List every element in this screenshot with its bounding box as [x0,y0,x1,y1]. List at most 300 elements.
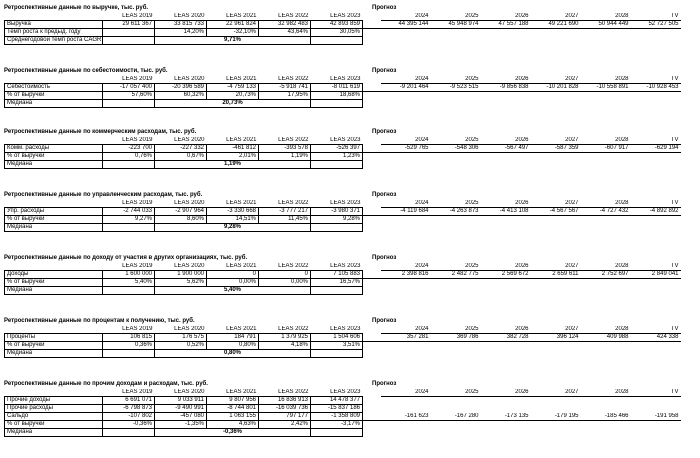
empty-cell [631,342,681,350]
forecast-value-cell[interactable]: -548 306 [431,145,481,153]
retro-value-cell[interactable]: 14,51% [207,216,259,224]
retro-value-cell[interactable]: -1 358 809 [311,413,363,421]
gap-cell [363,397,381,405]
year-header: LEAS 2020 [155,76,207,84]
forecast-year-header: 2026 [481,326,531,334]
forecast-value-cell[interactable]: -9 856 838 [481,84,531,92]
retro-value-cell[interactable]: -4 759 133 [207,84,259,92]
year-header: LEAS 2023 [311,200,363,208]
gap-cell [363,263,381,271]
retro-value-cell[interactable]: 11,45% [259,216,311,224]
row-label[interactable]: Комм. расходы [5,145,103,153]
forecast-value-cell[interactable]: 44 395 144 [381,21,431,29]
gap-cell [363,137,381,145]
retro-value-cell[interactable]: 57,60% [103,92,155,100]
retro-value-cell[interactable]: -223 700 [103,145,155,153]
retro-value-cell[interactable]: 3,51% [311,342,363,350]
empty-cell [531,216,581,224]
data-table [4,326,700,358]
forecast-value-cell[interactable]: 52 727 505 [631,21,681,29]
year-header: LEAS 2019 [103,137,155,145]
retro-value-cell[interactable]: 20,73% [207,92,259,100]
year-header: LEAS 2022 [259,200,311,208]
empty-cell [481,29,531,37]
forecast-value-cell[interactable]: -529 765 [381,145,431,153]
year-header: LEAS 2020 [155,13,207,21]
row-label[interactable]: Выручка [5,21,103,29]
retro-value-cell[interactable]: -1,35% [155,421,207,429]
forecast-value-cell[interactable]: -191 958 [631,413,681,421]
row-label[interactable]: Проценты [5,334,103,342]
summary-label[interactable]: Медиана [5,287,103,295]
gap-cell [363,92,381,100]
summary-value[interactable]: 20,73% [155,100,311,108]
summary-blank [103,287,155,295]
year-header-blank [5,76,103,84]
retro-value-cell[interactable]: -3,17% [311,421,363,429]
empty-cell [631,92,681,100]
summary-blank [311,287,363,295]
year-header: LEAS 2021 [207,76,259,84]
retro-value-cell[interactable]: -6 798 873 [103,405,155,413]
retro-value-cell[interactable]: 0,76% [103,153,155,161]
empty-cell [431,153,481,161]
table-row [5,413,700,421]
year-header: LEAS 2022 [259,389,311,397]
retro-value-cell[interactable]: 0,80% [207,342,259,350]
retro-value-cell[interactable]: 0 [207,271,259,279]
year-header: LEAS 2023 [311,13,363,21]
year-header-blank [5,200,103,208]
retro-value-cell[interactable]: 22 961 824 [207,21,259,29]
retro-value-cell[interactable]: 797 177 [259,413,311,421]
retro-value-cell[interactable]: -461 812 [207,145,259,153]
retro-value-cell[interactable]: -526 397 [311,145,363,153]
year-header: LEAS 2022 [259,137,311,145]
forecast-value-cell[interactable]: 2 752 697 [581,271,631,279]
forecast-label: Прогноз [372,129,397,135]
forecast-value-cell[interactable]: -607 917 [581,145,631,153]
retro-value-cell[interactable]: 6 691 071 [103,397,155,405]
forecast-value-cell[interactable]: 2 659 611 [531,271,581,279]
summary-label[interactable]: Медиана [5,224,103,232]
table-row [5,279,700,287]
gap-cell [363,216,381,224]
table-row [5,271,700,279]
retro-value-cell[interactable]: 33 815 733 [155,21,207,29]
year-header: LEAS 2021 [207,137,259,145]
retro-value-cell[interactable]: 17,95% [259,92,311,100]
forecast-year-header: TV [631,389,681,397]
row-label[interactable]: % от выручки [5,92,103,100]
forecast-value-cell[interactable]: -161 623 [381,413,431,421]
forecast-year-header: 2028 [581,137,631,145]
summary-value[interactable]: -0,36% [155,429,311,437]
retro-value-cell[interactable]: 1 900 000 [155,271,207,279]
summary-row [5,224,700,232]
empty-cell [431,92,481,100]
year-header-row [5,76,700,84]
empty-cell [481,153,531,161]
row-label[interactable]: % от выручки [5,421,103,429]
forecast-value-cell[interactable]: -4 263 873 [431,208,481,216]
forecast-year-header: TV [631,263,681,271]
empty-cell [631,279,681,287]
row-label[interactable]: Упр. расходы [5,208,103,216]
forecast-value-cell[interactable]: -567 497 [481,145,531,153]
table-row [5,421,700,429]
summary-label[interactable]: Медиана [5,350,103,358]
year-header: LEAS 2022 [259,326,311,334]
retro-value-cell[interactable]: 5,40% [103,279,155,287]
forecast-value-cell[interactable]: 2 849 041 [631,271,681,279]
retro-value-cell[interactable]: 9,28% [311,216,363,224]
empty-cell [431,405,481,413]
forecast-year-header: 2025 [431,389,481,397]
retro-value-cell[interactable]: 0 [259,271,311,279]
retro-value-cell[interactable]: 1 600 000 [103,271,155,279]
forecast-year-header: 2026 [481,76,531,84]
retro-value-cell[interactable]: 9,27% [103,216,155,224]
section-header [4,190,696,200]
retro-value-cell[interactable]: 8,60% [155,216,207,224]
forecast-value-cell[interactable]: -587 359 [531,145,581,153]
data-table [4,13,700,45]
forecast-value-cell[interactable]: 357 281 [381,334,431,342]
section [4,127,696,169]
year-header: LEAS 2021 [207,263,259,271]
forecast-label: Прогноз [372,5,397,11]
summary-blank [311,224,363,232]
empty-cell [581,216,631,224]
data-table [4,389,700,437]
forecast-year-header: 2025 [431,200,481,208]
retro-value-cell[interactable]: -20 396 589 [155,84,207,92]
row-label[interactable]: % от выручки [5,216,103,224]
section-header [4,127,696,137]
empty-cell [381,29,431,37]
retro-value-cell[interactable]: 1 379 925 [259,334,311,342]
retro-value-cell[interactable]: 18,68% [311,92,363,100]
forecast-value-cell[interactable]: 2 398 816 [381,271,431,279]
section-header [4,253,696,263]
retro-value-cell[interactable]: -9 490 991 [155,405,207,413]
retro-value-cell[interactable]: -3 777 217 [259,208,311,216]
forecast-year-header: 2027 [531,200,581,208]
summary-value[interactable]: 1,19% [155,161,311,169]
retro-value-cell[interactable]: -0,36% [103,421,155,429]
empty-cell [531,405,581,413]
year-header: LEAS 2022 [259,76,311,84]
empty-cell [631,405,681,413]
retro-value-cell[interactable]: 4,63% [207,421,259,429]
retro-value-cell[interactable]: -32,10% [207,29,259,37]
retro-value-cell[interactable]: 30,05% [311,29,363,37]
retro-value-cell[interactable] [103,29,155,37]
retro-value-cell[interactable]: 0,00% [259,279,311,287]
gap-cell [363,13,381,21]
summary-value[interactable]: 5,40% [155,287,311,295]
year-header: LEAS 2021 [207,13,259,21]
summary-label[interactable]: Медиана [5,100,103,108]
forecast-year-header: 2026 [481,263,531,271]
forecast-value-cell[interactable]: -629 194 [631,145,681,153]
empty-cell [381,421,431,429]
summary-blank [103,224,155,232]
summary-blank [103,161,155,169]
empty-cell [581,153,631,161]
table-row [5,216,700,224]
row-label[interactable]: Доходы [5,271,103,279]
year-header: LEAS 2019 [103,389,155,397]
retro-value-cell[interactable]: -457 080 [155,413,207,421]
retro-value-cell[interactable]: 0,52% [155,342,207,350]
forecast-value-cell[interactable]: 409 988 [581,334,631,342]
section [4,66,696,108]
gap-cell [363,76,381,84]
gap-cell [363,145,381,153]
forecast-value-cell[interactable]: -10 928 453 [631,84,681,92]
table-row [5,153,700,161]
forecast-year-header: 2027 [531,263,581,271]
retro-value-cell[interactable]: -393 578 [259,145,311,153]
retro-value-cell[interactable]: -107 802 [103,413,155,421]
forecast-year-header: 2024 [381,76,431,84]
row-label[interactable]: Сальдо [5,413,103,421]
empty-cell [581,29,631,37]
section-title: Ретроспективные данные по прочим доходам и расходам, тыс. руб. [4,381,208,387]
summary-row [5,429,700,437]
retro-value-cell[interactable]: -15 837 186 [311,405,363,413]
empty-cell [581,92,631,100]
summary-value[interactable]: 9,28% [155,224,311,232]
gap-cell [363,208,381,216]
empty-cell [381,216,431,224]
section [4,316,696,358]
empty-cell [481,421,531,429]
table-row [5,145,700,153]
forecast-value-cell[interactable]: 2 482 775 [431,271,481,279]
forecast-year-header: 2028 [581,389,631,397]
year-header: LEAS 2021 [207,389,259,397]
gap-cell [363,334,381,342]
row-label[interactable]: Темп роста к предыд. году [5,29,103,37]
forecast-value-cell[interactable]: -4 892 892 [631,208,681,216]
gap-cell [363,413,381,421]
retro-value-cell[interactable]: 2,42% [259,421,311,429]
forecast-year-header: 2028 [581,13,631,21]
year-header: LEAS 2022 [259,13,311,21]
retro-value-cell[interactable]: -3 330 668 [207,208,259,216]
forecast-value-cell[interactable]: -4 727 432 [581,208,631,216]
empty-cell [381,397,431,405]
forecast-value-cell[interactable]: -9 523 515 [431,84,481,92]
empty-cell [381,153,431,161]
section-title: Ретроспективные данные по коммерческим расходам, тыс. руб. [4,129,197,135]
retro-value-cell[interactable]: 5,62% [155,279,207,287]
summary-blank [103,37,155,45]
summary-blank [311,100,363,108]
retro-value-cell[interactable]: 0,67% [155,153,207,161]
year-header: LEAS 2022 [259,263,311,271]
forecast-value-cell[interactable]: -179 195 [531,413,581,421]
empty-cell [481,397,531,405]
retro-value-cell[interactable]: 14 478 377 [311,397,363,405]
gap-cell [363,389,381,397]
summary-row [5,350,700,358]
retro-value-cell[interactable]: -8 011 619 [311,84,363,92]
retro-value-cell[interactable]: 16 836 913 [259,397,311,405]
forecast-value-cell[interactable]: -10 201 828 [531,84,581,92]
retro-value-cell[interactable]: -16 039 736 [259,405,311,413]
retro-value-cell[interactable]: 4,18% [259,342,311,350]
retro-value-cell[interactable]: -5 918 741 [259,84,311,92]
summary-blank [103,429,155,437]
empty-cell [381,279,431,287]
forecast-year-header: TV [631,200,681,208]
retro-value-cell[interactable]: 1,19% [259,153,311,161]
year-header: LEAS 2020 [155,263,207,271]
row-label[interactable]: Прочие расходы [5,405,103,413]
retro-value-cell[interactable]: 1,23% [311,153,363,161]
retro-value-cell[interactable]: 60,32% [155,92,207,100]
retro-value-cell[interactable]: 14,20% [155,29,207,37]
forecast-value-cell[interactable]: -4 413 108 [481,208,531,216]
summary-blank [103,350,155,358]
section-title: Ретроспективные данные по управленческим расходам, тыс. руб. [4,192,203,198]
forecast-value-cell[interactable]: -10 558 891 [581,84,631,92]
summary-value[interactable]: 9,71% [155,37,311,45]
forecast-value-cell[interactable]: -167 280 [431,413,481,421]
retro-value-cell[interactable]: 9 807 956 [207,397,259,405]
table-row [5,92,700,100]
retro-value-cell[interactable]: -2 744 033 [103,208,155,216]
forecast-value-cell[interactable]: 49 221 690 [531,21,581,29]
gap-cell [363,342,381,350]
summary-label[interactable]: Медиана [5,161,103,169]
gap-cell [363,29,381,37]
forecast-year-header: 2027 [531,13,581,21]
forecast-value-cell[interactable]: -9 201 464 [381,84,431,92]
forecast-value-cell[interactable]: 424 338 [631,334,681,342]
empty-cell [381,405,431,413]
empty-cell [631,397,681,405]
forecast-year-header: 2026 [481,200,531,208]
row-label[interactable]: Прочие доходы [5,397,103,405]
retro-value-cell[interactable]: 29 611 367 [103,21,155,29]
retro-value-cell[interactable]: 43,64% [259,29,311,37]
forecast-value-cell[interactable]: 396 124 [531,334,581,342]
forecast-value-cell[interactable]: -4 119 684 [381,208,431,216]
forecast-value-cell[interactable]: 47 557 188 [481,21,531,29]
table-row [5,29,700,37]
empty-cell [531,421,581,429]
summary-row [5,287,700,295]
empty-cell [581,421,631,429]
forecast-year-header: 2025 [431,137,481,145]
forecast-value-cell[interactable]: -173 135 [481,413,531,421]
retro-value-cell[interactable]: 9 033 911 [155,397,207,405]
year-header-blank [5,389,103,397]
forecast-value-cell[interactable]: 382 728 [481,334,531,342]
forecast-year-header: 2024 [381,137,431,145]
forecast-year-header: 2026 [481,389,531,397]
retro-value-cell[interactable]: 42 893 859 [311,21,363,29]
row-label[interactable]: % от выручки [5,279,103,287]
forecast-value-cell[interactable]: -185 466 [581,413,631,421]
row-label[interactable]: % от выручки [5,342,103,350]
forecast-value-cell[interactable]: 45 948 974 [431,21,481,29]
summary-label[interactable]: Медиана [5,429,103,437]
summary-blank [311,429,363,437]
forecast-value-cell[interactable]: 369 786 [431,334,481,342]
forecast-year-header: 2025 [431,263,481,271]
retro-value-cell[interactable]: 7 105 883 [311,271,363,279]
row-label[interactable]: Себестоимость [5,84,103,92]
forecast-year-header: 2026 [481,13,531,21]
retro-value-cell[interactable]: -8 744 801 [207,405,259,413]
forecast-year-header: TV [631,76,681,84]
retro-value-cell[interactable]: 106 815 [103,334,155,342]
year-header-blank [5,263,103,271]
forecast-year-header: 2024 [381,389,431,397]
retro-value-cell[interactable]: 2,01% [207,153,259,161]
forecast-value-cell[interactable]: -4 567 567 [531,208,581,216]
retro-value-cell[interactable]: 184 791 [207,334,259,342]
section-header [4,379,696,389]
year-header: LEAS 2020 [155,137,207,145]
empty-cell [531,92,581,100]
gap-cell [363,271,381,279]
forecast-label: Прогноз [372,381,397,387]
empty-cell [431,421,481,429]
summary-label[interactable]: Среднегодовой темп роста CAGR [5,37,103,45]
retro-value-cell[interactable]: 32 982 483 [259,21,311,29]
year-header: LEAS 2023 [311,76,363,84]
retro-value-cell[interactable]: 1 063 155 [207,413,259,421]
forecast-value-cell[interactable]: 2 569 672 [481,271,531,279]
forecast-value-cell[interactable]: 50 944 449 [581,21,631,29]
retro-value-cell[interactable]: -3 980 371 [311,208,363,216]
summary-value[interactable]: 0,80% [155,350,311,358]
retro-value-cell[interactable]: -227 332 [155,145,207,153]
gap-cell [363,279,381,287]
retro-value-cell[interactable]: 0,00% [207,279,259,287]
year-header-blank [5,13,103,21]
forecast-year-header: 2027 [531,137,581,145]
table-row [5,397,700,405]
empty-cell [481,279,531,287]
empty-cell [381,342,431,350]
forecast-year-header: 2024 [381,263,431,271]
forecast-label: Прогноз [372,192,397,198]
retro-value-cell[interactable]: 176 575 [155,334,207,342]
table-row [5,84,700,92]
section-header [4,3,696,13]
retro-value-cell[interactable]: -2 907 964 [155,208,207,216]
row-label[interactable]: % от выручки [5,153,103,161]
retro-value-cell[interactable]: 0,36% [103,342,155,350]
data-table [4,76,700,108]
section-title: Ретроспективные данные по себестоимости, тыс. руб. [4,68,168,74]
gap-cell [363,405,381,413]
retro-value-cell[interactable]: 1 504 606 [311,334,363,342]
retro-value-cell[interactable]: -17 057 400 [103,84,155,92]
retro-value-cell[interactable]: 16,57% [311,279,363,287]
empty-cell [481,405,531,413]
year-header-blank [5,326,103,334]
forecast-year-header: 2028 [581,76,631,84]
